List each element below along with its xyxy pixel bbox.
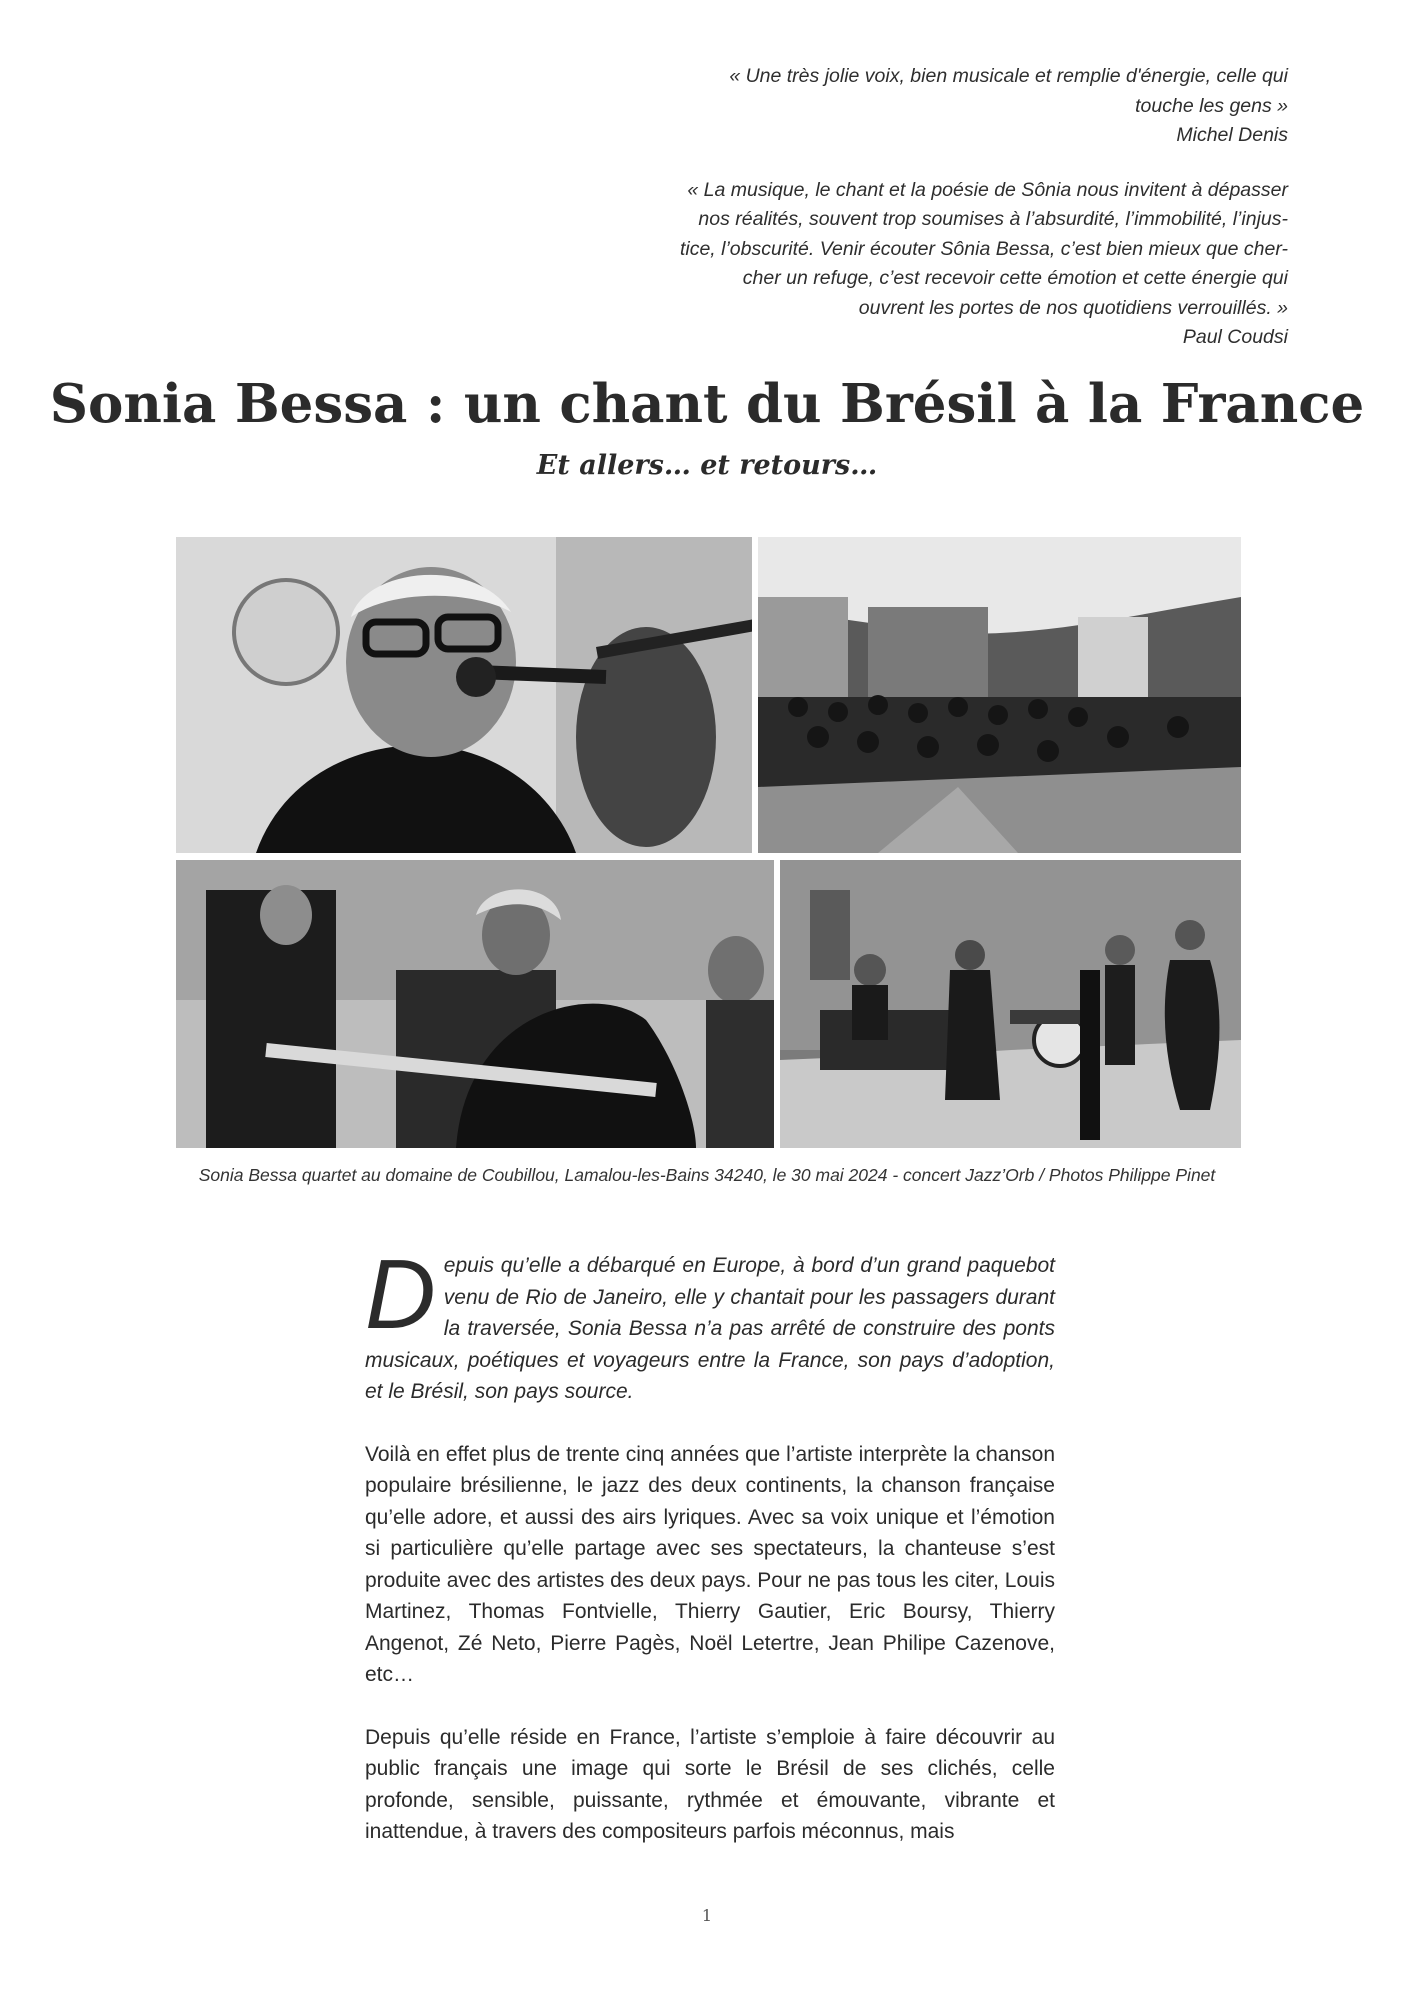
lead-text: epuis qu’elle a débarqué en Europe, à bord d’un grand paquebot venu de Rio de Janeiro, elle y chantait pour les passagers durant la traversée, Sonia Bessa n’a pas arrêté de construire des ponts musicaux, poétiques et voyageurs entre la France, son pays d’adoption, et le Brésil, son pays source. [365,1254,1055,1403]
quote-line: nos réalités, souvent trop soumises à l’absurdité, l’immobilité, l’injus- [698,208,1288,230]
photo-courtyard-audience [758,537,1241,853]
article-paragraph: Voilà en effet plus de trente cinq années que l’artiste interprète la chanson populaire brésilienne, le jazz des deux continents, la chanson française qu’elle adore, et aussi des airs lyriques. Avec sa voix unique et l’émotion si particulière qu’elle partage avec ses spectateurs, la chanteuse s’est produite avec des artistes des deux pays. Pour ne pas tous les citer, Louis Martinez, Thomas Fontvielle, Thierry Gautier, Eric Boursy, Thierry Angenot, Zé Neto, Pierre Pagès, Noël Letertre, Jean Philipe Cazenove, etc… [365,1442,1055,1686]
quote-michel-denis [588,62,1288,151]
article-lead-paragraph [365,1239,1055,1408]
drop-cap: D [365,1239,436,1349]
quote-line: tice, l’obscurité. Venir écouter Sônia Bessa, c’est bien mieux que cher- [679,237,1288,260]
article-paragraph: Depuis qu’elle réside en France, l’artiste s’emploie à faire découvrir au public français une image qui sorte le Brésil de ses clichés, celle profonde, sensible, puissante, rythmée et émouvante, vibrante et inattendue, à travers des compositeurs parfois méconnus, mais [365,1725,1055,1843]
photo-stage-quartet [780,860,1241,1148]
photo-caption: Sonia Bessa quartet au domaine de Coubillou, Lamalou-les-Bains 34240, le 30 mai 2024 - concert Jazz’Orb / Photos Philippe Pinet [198,1165,1216,1185]
quote-line: ouvrent les portes de nos quotidiens verrouillés. » [858,296,1288,319]
quote-line: touche les gens » [1135,94,1288,117]
photo-singer-closeup [176,537,752,853]
quote-line: cher un refuge, c’est recevoir cette émotion et cette énergie qui [742,267,1288,289]
quote-author: Michel Denis [1176,124,1288,146]
article-body [365,1239,1055,1879]
quote-author: Paul Coudsi [1182,326,1288,348]
quote-line: « La musique, le chant et la poésie de Sônia nous invitent à dépasser [687,178,1288,201]
page-subtitle: Et allers… et retours… [536,450,878,481]
page-title: Sonia Bessa : un chant du Brésil à la France [49,373,1365,435]
quote-line: « Une très jolie voix, bien musicale et remplie d'énergie, celle qui [729,65,1288,87]
quote-paul-coudsi [588,176,1288,353]
epigraph-quotes [588,62,1288,378]
page-number: 1 [701,1906,713,1925]
photo-band-guitarist [176,860,774,1148]
